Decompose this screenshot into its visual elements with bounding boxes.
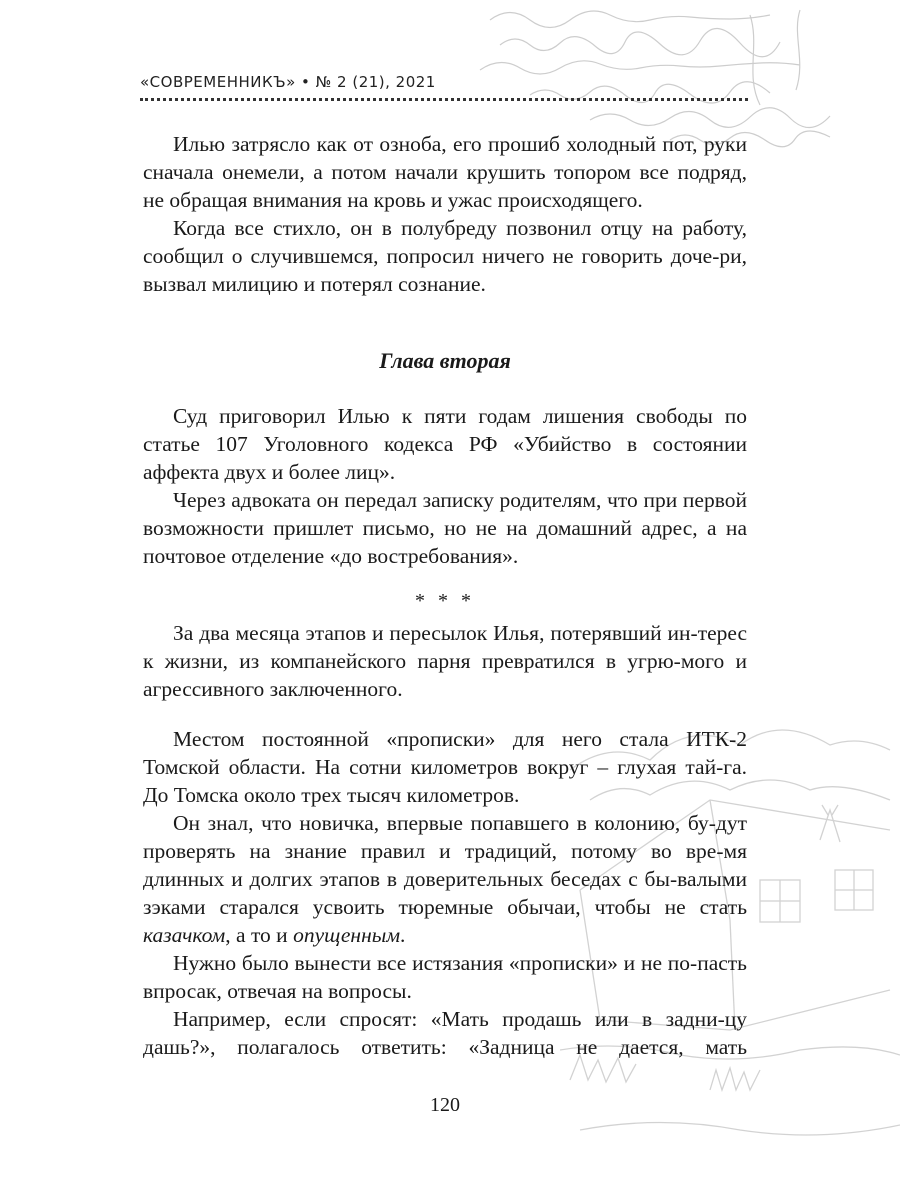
section-2 [143, 402, 747, 570]
chapter-title: Глава вторая [379, 348, 511, 373]
paragraph: Нужно было вынести все истязания «прописки» и не по-пасть впросак, отвечая на вопросы. [143, 951, 747, 1003]
section-3 [143, 619, 747, 703]
text-run: , а то и [225, 923, 294, 947]
italic-term: опущенным [293, 923, 401, 947]
text-run: Он знал, что новичка, впервые попавшего в колонию, бу-дут проверять на знание правил и традиций, потому во вре-мя длинных и долгих этапов в доверительных беседах с бы-валыми зэками старался усвоить тюремные обычаи, чтобы не стать [143, 811, 747, 919]
paragraph: Через адвоката он передал записку родителям, что при первой возможности пришлет письмо, но не на домашний адрес, а на почтовое отделение «до востребования». [143, 488, 747, 568]
section-4 [143, 725, 747, 1061]
page-number: 120 [430, 1094, 460, 1116]
header-dotted-rule [140, 98, 748, 101]
paragraph [143, 809, 747, 949]
paragraph: Суд приговорил Илью к пяти годам лишения свободы по статье 107 Уголовного кодекса РФ «Убийство в состоянии аффекта двух и более лиц». [143, 404, 747, 484]
section-1 [143, 130, 747, 298]
paragraph: Когда все стихло, он в полубреду позвонил отцу на работу, сообщил о случившемся, попросил ничего не говорить доче-ри, вызвал милицию и потерял сознание. [143, 216, 747, 296]
running-header: «СОВРЕМЕННИКЪ» • № 2 (21), 2021 [140, 73, 436, 91]
italic-term: казачком [143, 923, 226, 947]
paragraph: Например, если спросят: «Мать продашь или в задни-цу дашь?», полагалось ответить: «Задница не дается, мать [143, 1007, 747, 1059]
paragraph: Илью затрясло как от озноба, его прошиб холодный пот, руки сначала онемели, а потом начали крушить топором все подряд, не обращая внимания на кровь и ужас происходящего. [143, 132, 747, 212]
paragraph: За два месяца этапов и пересылок Илья, потерявший ин-терес к жизни, из компанейского парня превратился в угрю-мого и агрессивного заключенного. [143, 621, 747, 701]
text-run: . [400, 923, 406, 947]
section-separator: * * * [415, 590, 475, 612]
paragraph: Местом постоянной «прописки» для него стала ИТК-2 Томской области. На сотни километров вокруг – глухая тай-га. До Томска около трех тысяч километров. [143, 727, 747, 807]
